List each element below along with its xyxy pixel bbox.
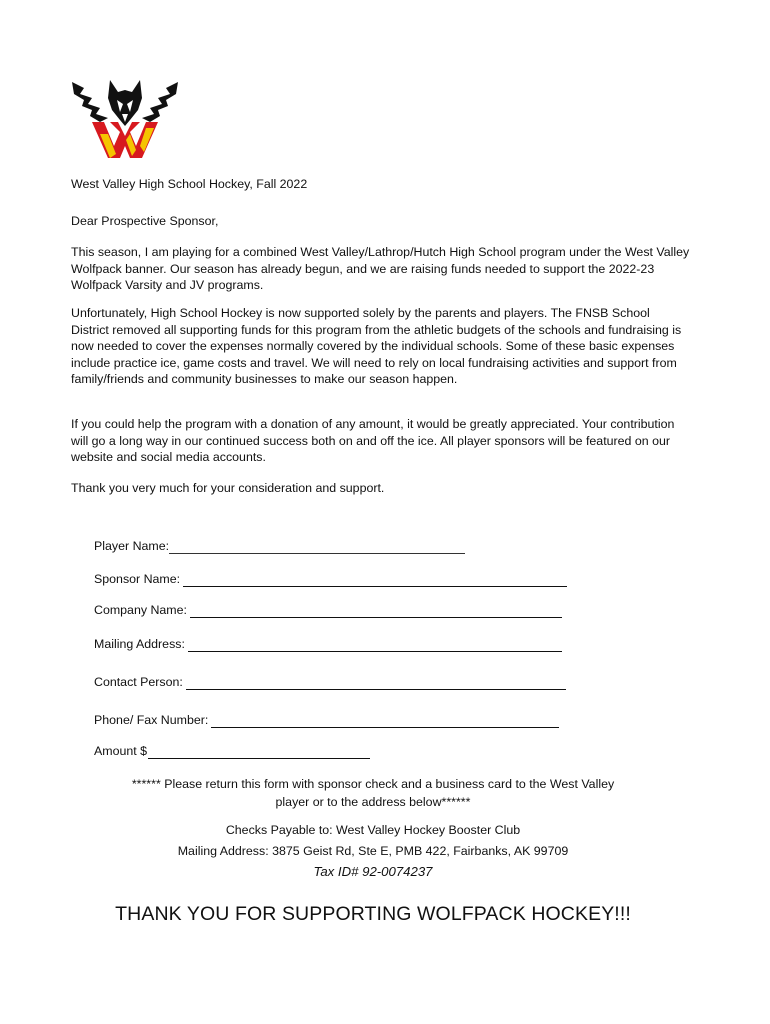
mailing-address-row [94, 636, 562, 652]
sponsor-name-row [94, 571, 567, 587]
sponsor-name-field[interactable] [183, 574, 567, 587]
player-name-label: Player Name: [94, 539, 170, 553]
contact-person-field[interactable] [186, 677, 566, 690]
return-note-line2: player or to the address below****** [275, 795, 471, 809]
phone-fax-field[interactable] [211, 715, 559, 728]
company-name-label: Company Name: [94, 603, 187, 617]
paragraph-1: This season, I am playing for a combined West Valley/Lathrop/Hutch High School program under the West Valley Wolfpack banner. Our season has already begun, and we are raising funds needed to support the 2022-23 Wolfpack Varsity and JV programs. [71, 245, 690, 292]
amount-row [94, 743, 370, 759]
paragraph-3: If you could help the program with a donation of any amount, it would be greatly appreciated. Your contribution will go a long way in our continued success both on and off the ice. All player sponsors will be featured on our website and social media accounts. [71, 417, 675, 464]
mailing-address-label: Mailing Address: [94, 637, 185, 651]
mailing-address-field[interactable] [188, 639, 562, 652]
player-name-field[interactable] [169, 541, 465, 554]
contact-person-label: Contact Person: [94, 675, 183, 689]
amount-label: Amount $ [94, 744, 148, 758]
checks-payable: Checks Payable to: West Valley Hockey Booster Club [225, 823, 521, 837]
paragraph-2: Unfortunately, High School Hockey is now supported solely by the parents and players. The FNSB School District removed all supporting funds for this program from the athletic budgets of the schools and fundraising is now needed to cover the expenses normally covered by the individual schools. Some of these basic expenses include practice ice, game costs and travel. We will need to rely on local fundraising activities and support from family/friends and community businesses to make our season happen. [71, 306, 682, 386]
paragraph-4: Thank you very much for your consideration and support. [71, 481, 385, 495]
phone-fax-label: Phone/ Fax Number: [94, 713, 209, 727]
salutation: Dear Prospective Sponsor, [71, 214, 219, 228]
mailing-address: Mailing Address: 3875 Geist Rd, Ste E, PMB 422, Fairbanks, AK 99709 [177, 844, 569, 858]
return-note-line1: ****** Please return this form with sponsor check and a business card to the West Valley [131, 777, 615, 791]
company-name-row [94, 602, 562, 618]
amount-field[interactable] [148, 746, 370, 759]
contact-person-row [94, 674, 566, 690]
company-name-field[interactable] [190, 605, 562, 618]
letter-heading: West Valley High School Hockey, Fall 2022 [71, 177, 308, 191]
sponsor-name-label: Sponsor Name: [94, 572, 181, 586]
phone-fax-row [94, 712, 559, 728]
wolfpack-logo-icon [70, 76, 180, 160]
thank-you-banner: THANK YOU FOR SUPPORTING WOLFPACK HOCKEY!!! [115, 903, 631, 925]
tax-id: Tax ID# 92-0074237 [313, 864, 433, 879]
player-name-row [94, 538, 465, 554]
